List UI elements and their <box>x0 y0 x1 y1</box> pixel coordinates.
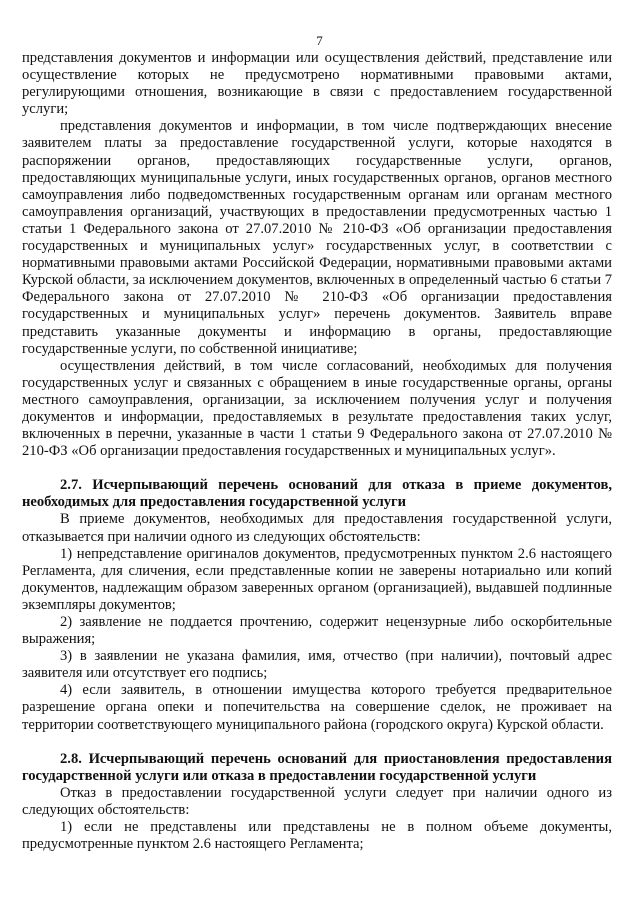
list-item: 2) заявление не поддается прочтению, содержит нецензурные либо оскорбительные выражения; <box>22 614 612 648</box>
list-item: 1) если не представлены или представлены не в полном объеме документы, предусмотренные пунктом 2.6 настоящего Регламента; <box>22 819 612 853</box>
page-number: 7 <box>316 33 323 48</box>
list-item: 3) в заявлении не указана фамилия, имя, отчество (при наличии), почтовый адрес заявителя или отсутствует его подпись; <box>22 648 612 682</box>
list-item: 1) непредставление оригиналов документов, предусмотренных пунктом 2.6 настоящего Регламента, для сличения, если представленные копии не заверены нотариально или копий документов, надлежащим образом заверенных органом (организацией), выдавшей подлинные экземпляры документов; <box>22 545 612 613</box>
paragraph: представления документов и информации или осуществления действий, представление или осуществление которых не предусмотрено нормативными правовыми актами, регулирующими отношения, возникающие в связи с предоставлением государственной услуги; <box>22 50 612 118</box>
section-heading-2-7: 2.7. Исчерпывающий перечень оснований для отказа в приеме документов, необходимых для предоставления государственной услуги <box>22 477 612 511</box>
section-heading-2-8: 2.8. Исчерпывающий перечень оснований для приостановления предоставления государственной услуги или отказа в предоставлении государственной услуги <box>22 750 612 784</box>
paragraph: представления документов и информации, в том числе подтверждающих внесение заявителем платы за предоставление государственной услуги, которые находятся в распоряжении органов, предоставляющих государственные услуги, органов, предоставляющих муниципальные услуги, иных государственных органов, органов местного самоуправления либо подведомственных государственным органам или органам местного самоуправления организаций, участвующих в предоставлении предусмотренных частью 1 статьи 1 Федерального закона от 27.07.2010 № 210-ФЗ «Об организации предоставления государственных и муниципальных услуг» государственных услуг, в соответствии с нормативными правовыми актами Российской Федерации, нормативными правовыми актами Курской области, за исключением документов, включенных в определенный частью 6 статьи 7 Федерального закона от 27.07.2010 № 210-ФЗ «Об организации предоставления государственных и муниципальных услуг» перечень документов. Заявитель вправе представить указанные документы и информацию в органы, предоставляющие государственные услуги, по собственной инициативе; <box>22 118 612 357</box>
document-body <box>22 50 612 853</box>
paragraph: осуществления действий, в том числе согласований, необходимых для получения государственных услуг и связанных с обращением в иные государственные органы, органы местного самоуправления, организации, за исключением получения услуг и получения документов и информации, предоставляемых в результате предоставления таких услуг, включенных в перечни, указанные в части 1 статьи 9 Федерального закона от 27.07.2010 № 210-ФЗ «Об организации предоставления государственных и муниципальных услуг». <box>22 357 612 460</box>
section-intro: В приеме документов, необходимых для предоставления государственной услуги, отказывается при наличии одного из следующих обстоятельств: <box>22 511 612 545</box>
list-item: 4) если заявитель, в отношении имущества которого требуется предварительное разрешение органа опеки и попечительства на совершение сделок, не проживает на территории соответствующего муниципального района (городского округа) Курской области. <box>22 682 612 733</box>
section-intro: Отказ в предоставлении государственной услуги следует при наличии одного из следующих обстоятельств: <box>22 784 612 818</box>
